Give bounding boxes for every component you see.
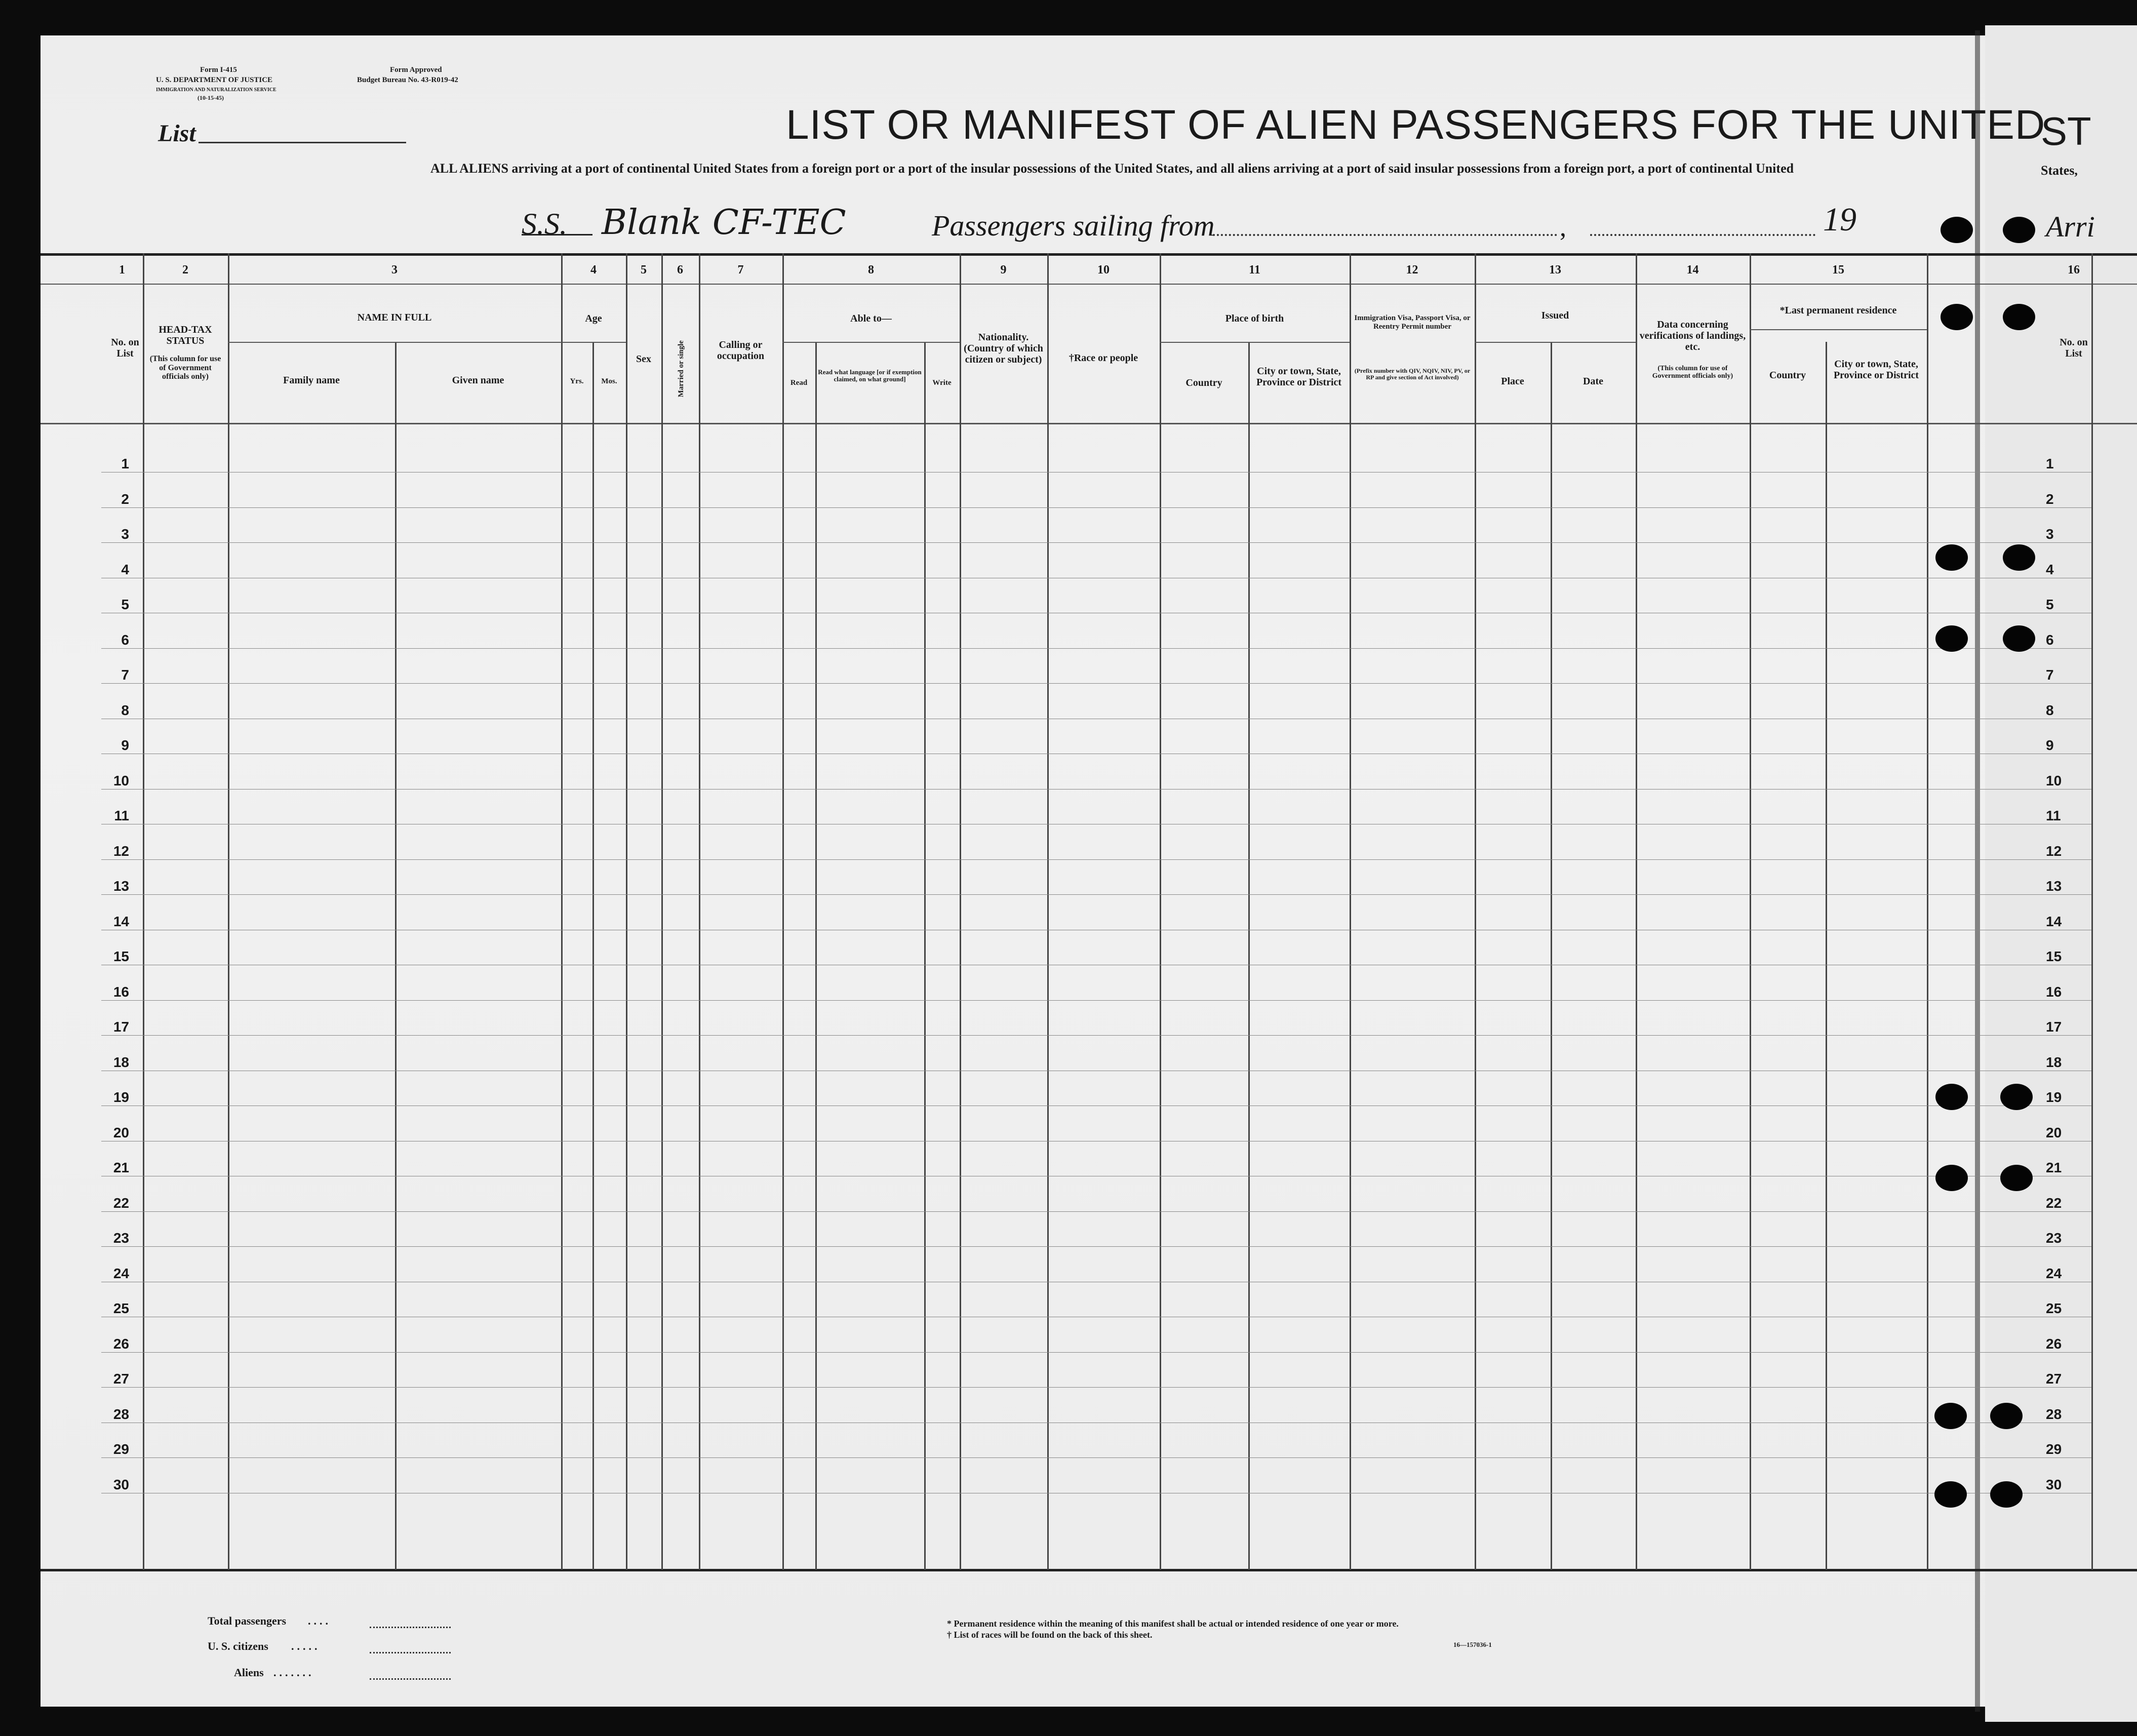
aliens-label: Aliens (234, 1666, 264, 1679)
punch-hole (1934, 1403, 1967, 1429)
header-bottom-border (41, 423, 2137, 424)
col-line-4 (626, 253, 627, 1570)
arriving-label: Arri (2046, 210, 2095, 243)
birth-subheader-line (1160, 342, 1350, 343)
table-row (101, 1246, 2091, 1247)
row-number-right: 14 (2046, 913, 2062, 929)
residence-subheader-line (1750, 329, 1927, 330)
place-of-birth-header: Place of birth (1225, 313, 1284, 324)
row-number-right: 24 (2046, 1265, 2062, 1281)
table-row (101, 648, 2091, 649)
column-number-divider (41, 284, 2137, 285)
footnote-residence: * Permanent residence within the meaning of this manifest shall be actual or intended residence of one year or more. (947, 1619, 1399, 1629)
row-number: 8 (121, 702, 129, 718)
punch-hole (2003, 544, 2035, 571)
row-number-right: 9 (2046, 737, 2054, 753)
col-line-16 (2091, 253, 2093, 1570)
able-to-header: Able to— (850, 313, 892, 324)
col-line-8b (924, 342, 926, 1570)
table-row (101, 1352, 2091, 1353)
row-number-right: 20 (2046, 1124, 2062, 1140)
name-subheader-line (228, 342, 561, 343)
col-num-10: 10 (1097, 263, 1110, 277)
title-continuation: ST (2041, 109, 2091, 153)
row-number-right: 18 (2046, 1054, 2062, 1070)
row-number-right: 4 (2046, 561, 2054, 577)
row-number-right: 11 (2046, 808, 2061, 823)
yrs-header: Yrs. (570, 377, 584, 385)
nationality-header: Nationality. (Country of which citizen or subject) (964, 332, 1043, 365)
row-number-right: 25 (2046, 1300, 2062, 1316)
row-number-right: 27 (2046, 1371, 2062, 1387)
us-citizens-field[interactable] (370, 1652, 451, 1653)
sailing-from-field[interactable] (1213, 234, 1557, 236)
row-number: 16 (113, 983, 129, 1000)
row-number-right: 17 (2046, 1019, 2062, 1035)
punch-hole (1935, 1084, 1968, 1110)
row-number-right: 3 (2046, 526, 2054, 542)
subtitle: ALL ALIENS arriving at a port of continental United States from a foreign port or a port of the insular possessions of the United States, and all aliens arriving at a port of said insular possessions from a foreign port, a port of continental United (430, 161, 1794, 176)
issued-subheader-line (1475, 342, 1636, 343)
total-passengers-label: Total passengers (208, 1614, 287, 1627)
table-row (101, 1387, 2091, 1388)
col-line-8a (815, 342, 817, 1570)
form-approved: Form Approved (390, 66, 442, 74)
punch-hole (1935, 625, 1968, 652)
col-num-9: 9 (1000, 263, 1007, 277)
row-number-right: 2 (2046, 491, 2054, 507)
punch-hole (2000, 1165, 2033, 1191)
row-number: 29 (113, 1441, 129, 1457)
row-number: 9 (121, 737, 129, 753)
col-num-16: 16 (2068, 263, 2080, 277)
budget-bureau: Budget Bureau No. 43-R019-42 (357, 76, 458, 84)
department: U. S. DEPARTMENT OF JUSTICE (156, 76, 273, 84)
punch-hole (2003, 217, 2035, 243)
table-row (101, 1457, 2091, 1458)
punch-hole (2003, 304, 2035, 330)
page-title: LIST OR MANIFEST OF ALIEN PASSENGERS FOR THE UNITED (786, 102, 2046, 148)
age-subheader-line (561, 342, 626, 343)
row-number: 13 (113, 878, 129, 894)
sailing-label: Passengers sailing from (932, 209, 1215, 242)
col-num-1: 1 (119, 263, 125, 277)
sheet-fold (1975, 30, 1980, 1712)
print-code: 16—157036-1 (1453, 1641, 1492, 1648)
comma: , (1560, 213, 1566, 242)
row-number-right: 23 (2046, 1230, 2062, 1246)
row-number: 30 (113, 1476, 129, 1492)
col-num-15: 15 (1832, 263, 1844, 277)
mos-header: Mos. (601, 377, 617, 385)
col-num-6: 6 (677, 263, 683, 277)
col-line-12 (1475, 253, 1476, 1570)
subtitle-continuation: States, (2041, 163, 2078, 178)
col-num-8: 8 (868, 263, 874, 277)
table-row (101, 1035, 2091, 1036)
row-number-right: 22 (2046, 1195, 2062, 1211)
col-line-2 (228, 253, 229, 1570)
row-number: 28 (113, 1406, 129, 1422)
row-number: 26 (113, 1335, 129, 1352)
list-label: List (158, 120, 196, 147)
name-in-full-header: NAME IN FULL (357, 312, 432, 323)
write-header: Write (932, 379, 952, 387)
ship-name-handwritten[interactable]: Blank CF-TEC (602, 203, 846, 243)
age-header: Age (585, 313, 602, 324)
given-name-header: Given name (452, 375, 504, 386)
table-row (101, 894, 2091, 895)
table-top-border (41, 253, 2137, 256)
row-number-right: 10 (2046, 772, 2062, 788)
head-tax-note: (This column for use of Government officials only) (149, 354, 221, 381)
sex-header: Sex (636, 353, 651, 365)
row-number: 15 (113, 949, 129, 964)
table-row (101, 859, 2091, 860)
table-row (101, 1211, 2091, 1212)
row-number: 12 (113, 843, 129, 859)
row-number: 25 (113, 1300, 129, 1316)
data-concerning-header: Data concerning verifications of landings, etc. (1639, 319, 1746, 352)
row-number: 7 (121, 667, 129, 683)
col-line-14 (1750, 253, 1751, 1570)
able-subheader-line (782, 342, 960, 343)
col-num-14: 14 (1686, 263, 1699, 277)
total-passengers-field[interactable] (370, 1627, 451, 1628)
row-number-right: 7 (2046, 667, 2054, 683)
race-header: †Race or people (1068, 352, 1138, 364)
col-line-4a (592, 342, 594, 1570)
col-num-12: 12 (1406, 263, 1418, 277)
row-number: 6 (121, 632, 129, 648)
manifest-sheet (41, 35, 2091, 1707)
col-line-8 (960, 253, 961, 1570)
row-number: 19 (113, 1089, 129, 1105)
issued-header: Issued (1541, 310, 1569, 321)
service: IMMIGRATION AND NATURALIZATION SERVICE (156, 87, 276, 93)
table-row (101, 683, 2091, 684)
row-number: 3 (121, 526, 129, 542)
table-row (101, 507, 2091, 508)
punch-hole (1935, 1165, 1968, 1191)
married-header: Married or single (677, 340, 685, 398)
row-number: 27 (113, 1371, 129, 1387)
form-date: (10-15-45) (197, 94, 224, 101)
residence-country-header: Country (1769, 370, 1806, 381)
birth-country-header: Country (1185, 377, 1222, 388)
punch-hole (1935, 544, 1968, 571)
col-num-3: 3 (391, 263, 398, 277)
footnote-races: † List of races will be found on the back of this sheet. (947, 1630, 1153, 1640)
row-number-right: 13 (2046, 878, 2062, 894)
row-number-right: 19 (2046, 1089, 2062, 1105)
row-number: 10 (113, 772, 129, 788)
no-on-list-header: No. on List (111, 337, 139, 359)
issued-place-header: Place (1501, 376, 1524, 387)
col-line-15a (1826, 342, 1827, 1570)
col-num-11: 11 (1249, 263, 1260, 277)
read-header: Read (790, 379, 808, 387)
ss-label: S.S. (522, 207, 567, 241)
us-citizens-label: U. S. citizens (208, 1640, 268, 1652)
col-line-3 (561, 253, 563, 1570)
row-number: 5 (121, 597, 129, 612)
row-number-right: 28 (2046, 1406, 2062, 1422)
row-number-right: 5 (2046, 597, 2054, 612)
col-line-5 (661, 253, 663, 1570)
row-number-right: 30 (2046, 1476, 2062, 1492)
issued-date-header: Date (1583, 376, 1603, 387)
col-line-7 (782, 253, 784, 1570)
punch-hole (2003, 625, 2035, 652)
punch-hole (1934, 1481, 1967, 1508)
table-bottom-border (41, 1569, 2137, 1571)
row-number: 1 (121, 456, 129, 471)
col-num-13: 13 (1549, 263, 1561, 277)
data-concerning-note: (This column for use of Government officials only) (1652, 365, 1733, 380)
table-row (101, 789, 2091, 790)
row-number: 18 (113, 1054, 129, 1070)
manifest-page: Form I-415 U. S. DEPARTMENT OF JUSTICE IMMIGRATION AND NATURALIZATION SERVICE (10-15-45) Form Approved Budget Bureau No. 43-R019-42 List LIST OR MANIFEST OF ALIEN PASSENGERS FOR THE UNITED ST ALL ALIENS arriving at a port of continental United States from a foreign port or a port of the insular possessions of the United States, and all aliens arriving at a port of said insular possessions from a foreign port, a port of continental United States, S.S. Blank CF-TEC Passengers sailing from , 19 Arri 1 2 3 4 5 6 7 8 9 10 11 12 13 14 15 16 No. on List HEAD-TAX STATUS (This column for use of Government officials only) NAME IN FULL Family name Given name Age Yrs. Mos. Sex Married or single Calling or occupation Able to— Read Read what language [or if exemption claimed, on what ground] Write Nationality. (Country of which citizen or subject) †Race or people Place of birth Country City or town, State, Province or District Immigration Visa, Passport Visa, or Reentry Permit number (Prefix number with QIV, NQIV, NIV, PV, or RP and give section of Act involved) Issued Place Date Data concerning verifications of landings, etc. (This column for use of Government officials only) *Last permanent residence Country City or town, State, Province or District No. on List 1 1 2 2 3 3 4 4 5 5 6 6 7 7 8 8 9 9 10 10 11 11 12 12 13 13 14 14 15 15 16 16 17 17 18 18 19 19 20 20 21 21 22 22 23 23 24 24 25 25 26 26 27 27 28 28 29 29 30 30 Total passengers .... U. S. citizens ..... Aliens ....... * Permanent residence within the meaning of this manifest shall be actual or intended residence of one year or more. † List of races will be found on the back of this sheet. 16—157036-1 (0, 0, 2137, 1736)
row-number-right: 26 (2046, 1335, 2062, 1352)
punch-hole (2000, 1084, 2033, 1110)
col-line-13 (1636, 253, 1637, 1570)
ss-underline (522, 234, 592, 235)
col-line-11a (1248, 342, 1250, 1570)
punch-hole (1990, 1403, 2023, 1429)
read-language-header: Read what language [or if exemption claimed, on what ground] (818, 368, 922, 383)
row-number: 4 (121, 561, 129, 577)
year-prefix: 19 (1823, 201, 1856, 238)
col-line-10 (1160, 253, 1161, 1570)
punch-hole (1941, 217, 1973, 243)
row-number: 11 (114, 808, 129, 823)
punch-hole (1941, 304, 1973, 330)
row-number: 21 (113, 1160, 129, 1175)
family-name-header: Family name (283, 375, 340, 386)
row-number-right: 21 (2046, 1160, 2062, 1175)
col-line-1 (143, 253, 144, 1570)
row-number: 17 (113, 1019, 129, 1035)
punch-hole (1990, 1481, 2023, 1508)
row-number: 20 (113, 1124, 129, 1140)
row-number: 14 (113, 913, 129, 929)
col-num-4: 4 (590, 263, 597, 277)
row-number-right: 16 (2046, 983, 2062, 1000)
table-row (101, 542, 2091, 543)
no-on-list-header-right: No. on List (2060, 337, 2088, 359)
col-line-13a (1551, 342, 1552, 1570)
row-number: 2 (121, 491, 129, 507)
col-line-6 (699, 253, 700, 1570)
row-number-right: 12 (2046, 843, 2062, 859)
col-num-7: 7 (737, 263, 744, 277)
col-line-11 (1350, 253, 1351, 1570)
row-number: 24 (113, 1265, 129, 1281)
head-tax-header: HEAD-TAX STATUS (159, 324, 212, 346)
col-num-5: 5 (641, 263, 647, 277)
table-row (101, 1000, 2091, 1001)
residence-city-header: City or town, State, Province or District (1833, 359, 1919, 381)
list-field[interactable] (199, 142, 406, 143)
last-residence-header: *Last permanent residence (1779, 305, 1897, 316)
col-line-9 (1047, 253, 1049, 1570)
row-number: 23 (113, 1230, 129, 1246)
col-num-2: 2 (182, 263, 188, 277)
form-number: Form I-415 (200, 66, 237, 74)
visa-header: Immigration Visa, Passport Visa, or Reentry Permit number (1354, 314, 1471, 331)
birth-city-header: City or town, State, Province or District (1256, 366, 1342, 388)
date-field[interactable] (1590, 234, 1815, 236)
row-number-right: 15 (2046, 949, 2062, 964)
row-number: 22 (113, 1195, 129, 1211)
col-line-15 (1927, 253, 1928, 1570)
calling-header: Calling or occupation (717, 339, 765, 362)
row-number-right: 1 (2046, 456, 2054, 471)
row-number-right: 29 (2046, 1441, 2062, 1457)
row-number-right: 8 (2046, 702, 2054, 718)
next-sheet-edge (1985, 25, 2137, 1722)
col-line-3a (395, 342, 397, 1570)
visa-note: (Prefix number with QIV, NQIV, NIV, PV, or RP and give section of Act involved) (1354, 367, 1471, 381)
aliens-field[interactable] (370, 1678, 451, 1680)
row-number-right: 6 (2046, 632, 2054, 648)
